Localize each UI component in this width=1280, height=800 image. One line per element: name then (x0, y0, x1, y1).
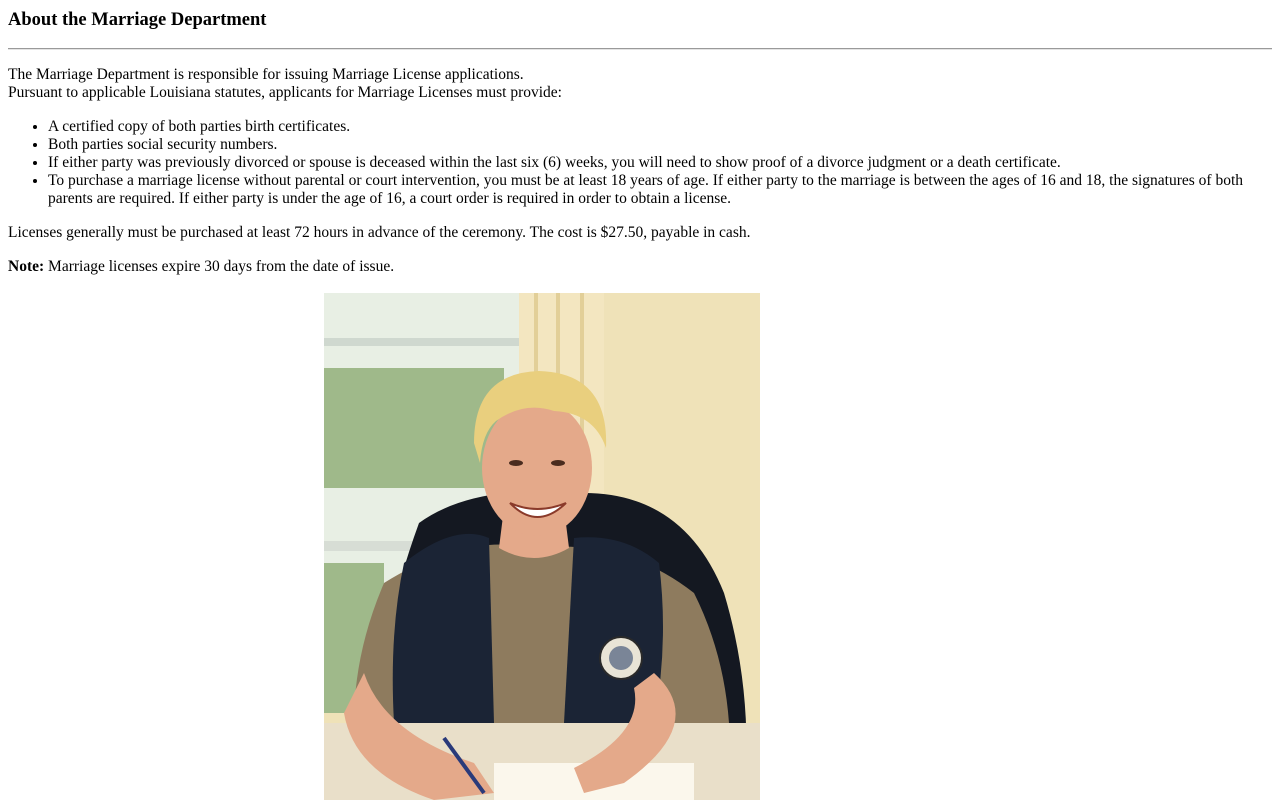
page (0, 0, 1280, 276)
intro-line-1: The Marriage Department is responsible for issuing Marriage License applications. (8, 66, 524, 83)
fees-paragraph: Licenses generally must be purchased at least 72 hours in advance of the ceremony. The cost is $27.50, payable in cash. (8, 224, 751, 241)
photo-eye (551, 460, 565, 466)
staff-photo-illustration (324, 293, 760, 800)
staff-photo (324, 293, 760, 800)
requirement-item: • If either party was previously divorced or spouse is deceased within the last six (6) weeks, you will need to show proof of a divorce judgment or a death certificate. (48, 154, 1272, 172)
requirements-list (8, 118, 1272, 208)
intro-line-2: Pursuant to applicable Louisiana statutes, applicants for Marriage Licenses must provide: (8, 84, 562, 101)
requirement-item: • Both parties social security numbers. (48, 136, 1272, 154)
note-paragraph (8, 258, 1272, 276)
page-title: About the Marriage Department (8, 10, 267, 30)
title-divider (8, 48, 1272, 50)
photo-vest (393, 534, 494, 723)
photo-eye (509, 460, 523, 466)
note-text: Marriage licenses expire 30 days from the date of issue. (44, 258, 395, 275)
note-label: Note: (8, 258, 45, 275)
requirement-item: • To purchase a marriage license without parental or court intervention, you must be at least 18 years of age. If either party to the marriage is between the ages of 16 and 18, the signatures of both parents are required. If either party is under the age of 16, a court order is required in order to obtain a license. (48, 172, 1272, 208)
requirement-item: • A certified copy of both parties birth certificates. (48, 118, 1272, 136)
photo-emblem-center (609, 646, 633, 670)
photo-window-frame (324, 338, 524, 346)
intro-paragraph (8, 66, 1272, 102)
